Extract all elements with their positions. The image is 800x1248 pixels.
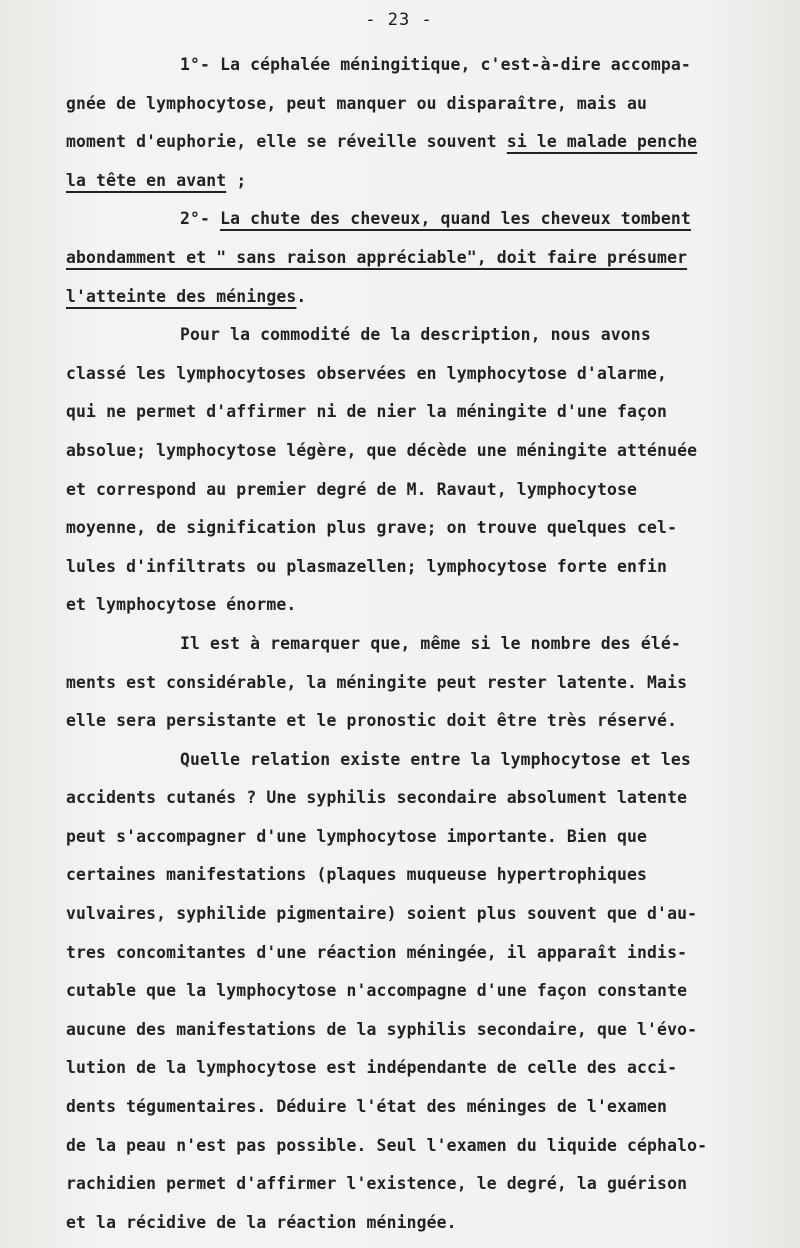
text-segment: accidents cutanés ? Une syphilis secondaire absolument latente <box>66 788 688 808</box>
text-segment: certaines manifestations (plaques muqueuse hypertrophiques <box>66 865 648 885</box>
text-segment: . <box>296 286 307 306</box>
text-line <box>66 934 772 973</box>
text-segment: moyenne, de signification plus grave; on trouve quelques cel- <box>66 518 678 538</box>
text-segment: absolue; lymphocytose légère, que décède une méningite atténuée <box>66 440 698 460</box>
text-line <box>66 1204 772 1243</box>
text-segment: lules d'infiltrats ou plasmazellen; lymphocytose forte enfin <box>66 556 668 576</box>
text-segment: et lymphocytose énorme. <box>66 595 297 615</box>
text-segment: peut s'accompagner d'une lymphocytose importante. Bien que <box>66 826 648 846</box>
paragraph-p1 <box>66 46 772 200</box>
text-line <box>66 741 772 780</box>
text-line <box>66 625 772 664</box>
text-line <box>66 162 772 201</box>
text-line <box>66 85 772 124</box>
page-number: - 23 - <box>365 10 433 30</box>
text-line <box>66 1127 772 1166</box>
text-line <box>66 1011 772 1050</box>
text-segment: rachidien permet d'affirmer l'existence, le degré, la guérison <box>66 1174 688 1194</box>
text-segment: elle sera persistante et le pronostic doit être très réservé. <box>66 711 678 731</box>
text-segment: ments est considérable, la méningite peut rester latente. Mais <box>66 672 688 692</box>
text-line <box>66 316 772 355</box>
underlined-text: la tête en avant <box>66 170 227 190</box>
text-line <box>66 239 772 278</box>
paragraph-p2 <box>66 200 772 316</box>
text-line <box>66 471 772 510</box>
text-line <box>66 1049 772 1088</box>
text-line <box>66 355 772 394</box>
text-line <box>66 123 772 162</box>
text-line <box>66 586 772 625</box>
text-line <box>66 779 772 818</box>
text-segment: Il est à remarquer que, même si le nombre des élé- <box>180 633 681 653</box>
text-line <box>66 1088 772 1127</box>
underlined-text: l'atteinte des méninges <box>66 286 297 306</box>
text-line <box>66 1165 772 1204</box>
text-segment: Quelle relation existe entre la lymphocytose et les <box>180 749 691 769</box>
text-segment: 2°- <box>180 209 221 229</box>
document-body <box>66 46 772 1242</box>
text-segment: 1°- La céphalée méningitique, c'est-à-dire accompa- <box>180 55 691 74</box>
text-line <box>66 393 772 432</box>
text-line <box>66 664 772 703</box>
text-line <box>66 818 772 857</box>
underlined-text: si le malade penche <box>506 132 698 152</box>
text-line <box>66 509 772 548</box>
text-line <box>66 702 772 741</box>
paragraph-p5 <box>66 741 772 1243</box>
text-segment: moment d'euphorie, elle se réveille souvent <box>66 132 507 152</box>
paragraph-p4 <box>66 625 772 741</box>
text-line <box>66 895 772 934</box>
text-segment: Pour la commodité de la description, nous avons <box>180 325 651 345</box>
text-segment: cutable que la lymphocytose n'accompagne d'une façon constante <box>66 981 688 1001</box>
text-segment: dents tégumentaires. Déduire l'état des méninges de l'examen <box>66 1097 668 1117</box>
text-line <box>66 548 772 587</box>
text-line <box>66 432 772 471</box>
text-line <box>66 856 772 895</box>
text-segment: et la récidive de la réaction méningée. <box>66 1212 457 1232</box>
text-segment: qui ne permet d'affirmer ni de nier la méningite d'une façon <box>66 402 668 422</box>
text-segment: aucune des manifestations de la syphilis secondaire, que l'évo- <box>66 1019 698 1039</box>
text-line <box>66 972 772 1011</box>
underlined-text: La chute des cheveux, quand les cheveux tombent <box>220 209 691 229</box>
text-segment: classé les lymphocytoses observées en lymphocytose d'alarme, <box>66 363 668 383</box>
text-segment: ; <box>226 170 247 190</box>
text-segment: gnée de lymphocytose, peut manquer ou disparaître, mais au <box>66 93 648 113</box>
text-segment: vulvaires, syphilide pigmentaire) soient plus souvent que d'au- <box>66 904 698 924</box>
text-segment: de la peau n'est pas possible. Seul l'examen du liquide céphalo- <box>66 1135 708 1155</box>
text-line <box>66 278 772 317</box>
text-line <box>66 200 772 239</box>
text-segment: tres concomitantes d'une réaction méningée, il apparaît indis- <box>66 942 688 962</box>
paragraph-p3 <box>66 316 772 625</box>
text-line <box>66 46 772 85</box>
text-segment: lution de la lymphocytose est indépendante de celle des acci- <box>66 1058 678 1078</box>
text-segment: et correspond au premier degré de M. Ravaut, lymphocytose <box>66 479 638 499</box>
underlined-text: abondamment et " sans raison appréciable", doit faire présumer <box>66 247 688 267</box>
